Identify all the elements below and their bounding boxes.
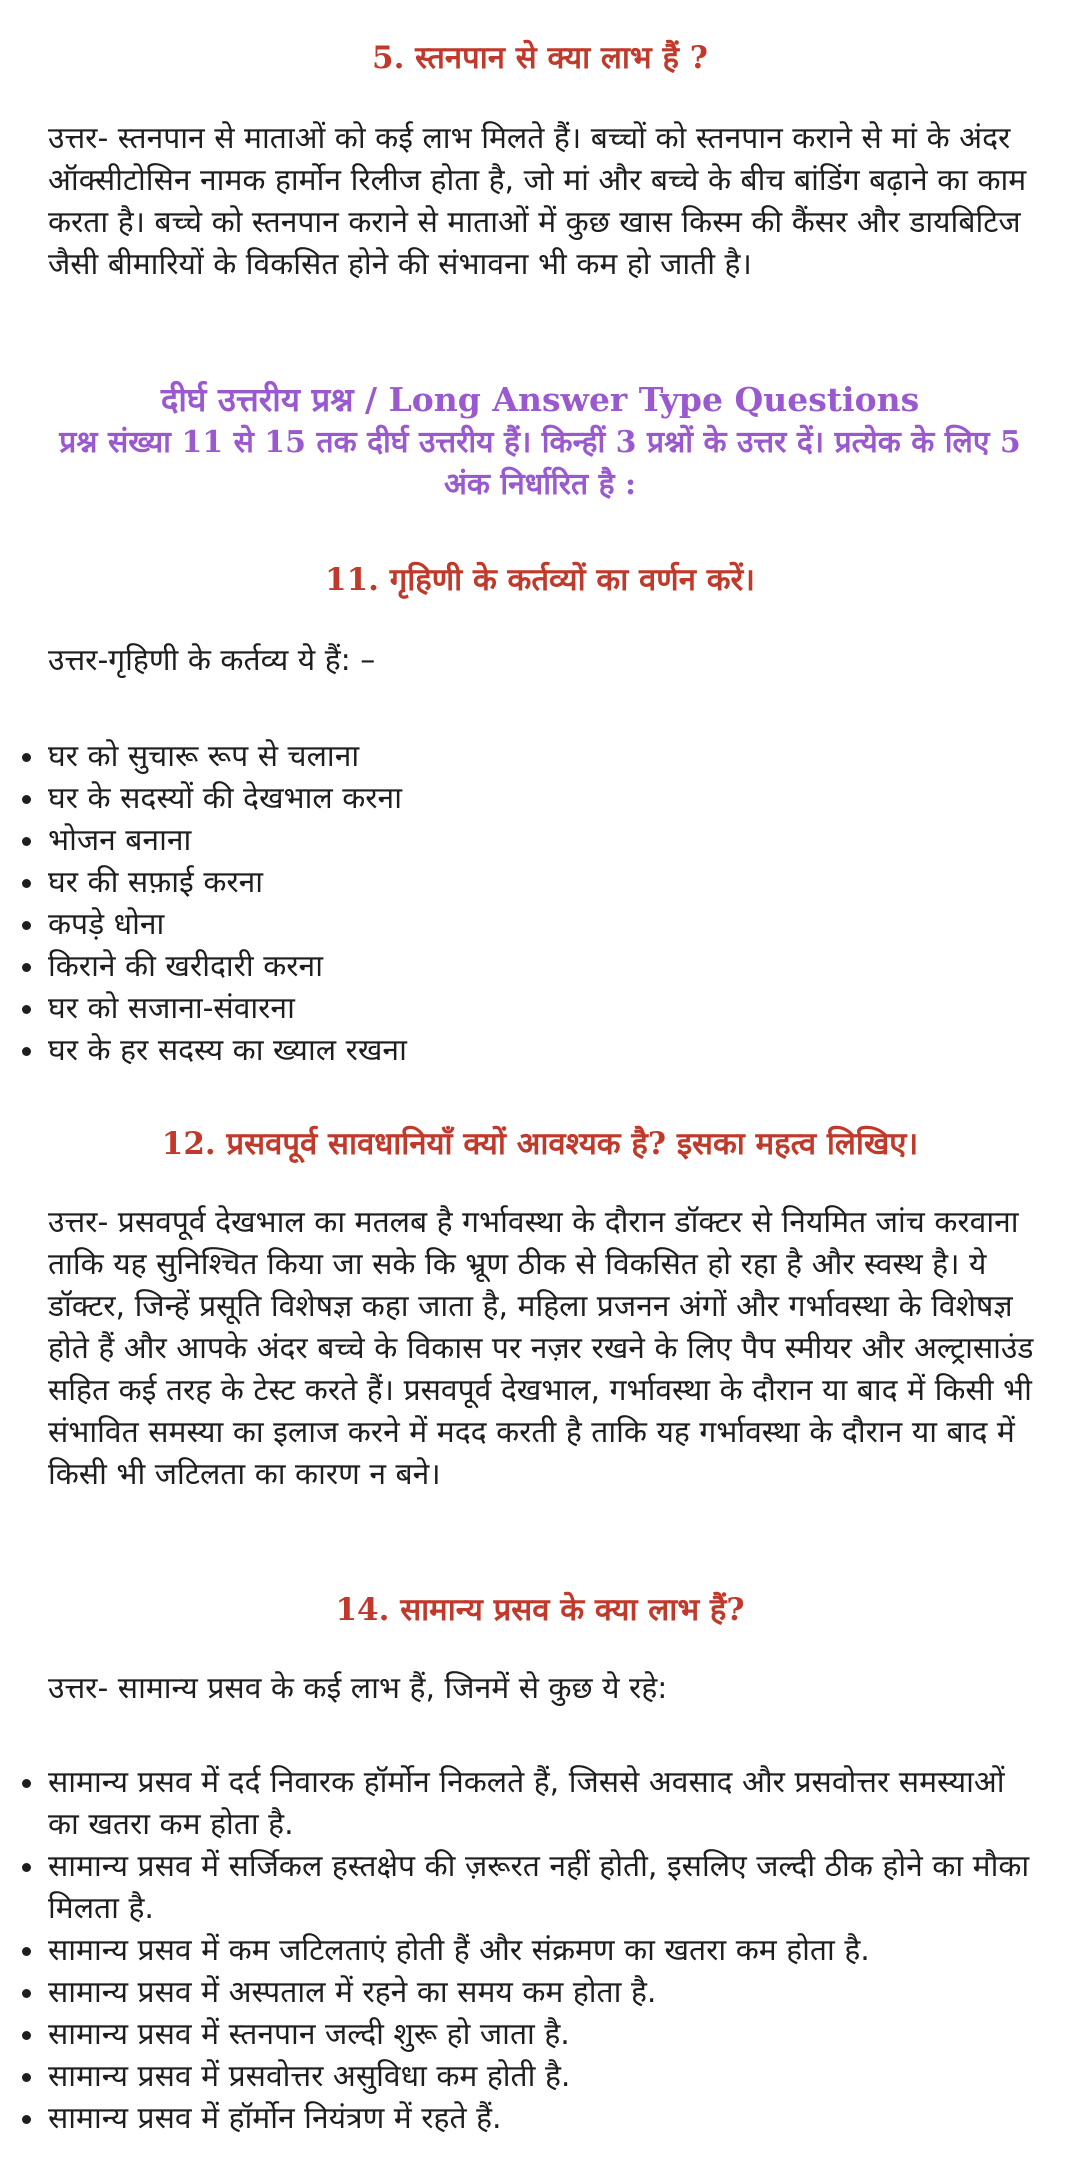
bullet-icon xyxy=(22,795,31,804)
question-11-heading: 11. गृहिणी के कर्तव्यों का वर्णन करें। xyxy=(325,562,755,598)
question-11-list xyxy=(48,736,1043,1072)
list-item: सामान्य प्रसव में कम जटिलताएं होती हैं और संक्रमण का खतरा कम होता है. xyxy=(48,1930,1043,1972)
bullet-icon xyxy=(22,963,31,972)
list-item: कपड़े धोना xyxy=(48,904,1043,946)
list-item: सामान्य प्रसव में अस्पताल में रहने का समय कम होता है. xyxy=(48,1972,1043,2014)
list-item: घर की सफ़ाई करना xyxy=(48,862,1043,904)
question-5-answer: उत्तर- स्तनपान से माताओं को कई लाभ मिलते हैं। बच्चों को स्तनपान कराने से मां के अंदर ऑक्सीटोसिन नामक हार्मोन रिलीज होता है, जो मां और बच्चे के बीच बांडिंग बढ़ाने का काम करता है। बच्चे को स्तनपान कराने से माताओं में कुछ खास किस्म की कैंसर और डायबिटिज जैसी बीमारियों के विकसित होने की संभावना भी कम हो जाती है। xyxy=(48,121,1027,282)
question-11-intro: उत्तर-गृहिणी के कर्तव्य ये हैं: – xyxy=(48,643,376,678)
bullet-icon xyxy=(22,1947,31,1956)
question-12-heading: 12. प्रसवपूर्व सावधानियाँ क्यों आवश्यक है? इसका महत्व लिखिए। xyxy=(161,1126,919,1162)
list-item: सामान्य प्रसव में हॉर्मोन नियंत्रण में रहते हैं. xyxy=(48,2098,1043,2140)
bullet-icon xyxy=(22,2115,31,2124)
bullet-icon xyxy=(22,1863,31,1872)
long-answer-section-title: दीर्घ उत्तरीय प्रश्न / Long Answer Type Questions xyxy=(160,380,920,419)
bullet-icon xyxy=(22,1779,31,1788)
list-item: किराने की खरीदारी करना xyxy=(48,946,1043,988)
list-item: घर को सजाना-संवारना xyxy=(48,988,1043,1030)
question-12-answer: उत्तर- प्रसवपूर्व देखभाल का मतलब है गर्भावस्था के दौरान डॉक्टर से नियमित जांच करवाना ताकि यह सुनिश्चित किया जा सके कि भ्रूण ठीक से विकसित हो रहा है और स्वस्थ है। ये डॉक्टर, जिन्हें प्रसूति विशेषज्ञ कहा जाता है, महिला प्रजनन अंगों और गर्भावस्था के विशेषज्ञ होते हैं और आपके अंदर बच्चे के विकास पर नज़र रखने के लिए पैप स्मीयर और अल्ट्रासाउंड सहित कई तरह के टेस्ट करते हैं। प्रसवपूर्व देखभाल, गर्भावस्था के दौरान या बाद में किसी भी संभावित समस्या का इलाज करने में मदद करती है ताकि यह गर्भावस्था के दौरान या बाद में किसी भी जटिलता का कारण न बने। xyxy=(48,1205,1034,1492)
bullet-icon xyxy=(22,921,31,930)
long-answer-section-heading xyxy=(40,378,1040,506)
bullet-icon xyxy=(22,2073,31,2082)
question-14-heading: 14. सामान्य प्रसव के क्या लाभ हैं? xyxy=(335,1592,745,1628)
bullet-icon xyxy=(22,1005,31,1014)
bullet-icon xyxy=(22,2031,31,2040)
question-5-heading: 5. स्तनपान से क्या लाभ हैं ? xyxy=(372,40,708,76)
list-item: सामान्य प्रसव में दर्द निवारक हॉर्मोन निकलते हैं, जिससे अवसाद और प्रसवोत्तर समस्याओं का खतरा कम होता है. xyxy=(48,1762,1043,1846)
list-item: सामान्य प्रसव में प्रसवोत्तर असुविधा कम होती है. xyxy=(48,2056,1043,2098)
list-item: सामान्य प्रसव में स्तनपान जल्दी शुरू हो जाता है. xyxy=(48,2014,1043,2056)
bullet-icon xyxy=(22,753,31,762)
question-14-intro: उत्तर- सामान्य प्रसव के कई लाभ हैं, जिनमें से कुछ ये रहे: xyxy=(48,1671,668,1706)
long-answer-section-note: प्रश्न संख्या 11 से 15 तक दीर्घ उत्तरीय हैं। किन्हीं 3 प्रश्नों के उत्तर दें। प्रत्येक के लिए 5 अंक निर्धारित है : xyxy=(59,425,1021,502)
list-item: घर को सुचारू रूप से चलाना xyxy=(48,736,1043,778)
bullet-icon xyxy=(22,1989,31,1998)
list-item: सामान्य प्रसव में सर्जिकल हस्तक्षेप की ज़रूरत नहीं होती, इसलिए जल्दी ठीक होने का मौका मिलता है. xyxy=(48,1846,1043,1930)
list-item: भोजन बनाना xyxy=(48,820,1043,862)
bullet-icon xyxy=(22,1047,31,1056)
list-item: घर के हर सदस्य का ख्याल रखना xyxy=(48,1030,1043,1072)
bullet-icon xyxy=(22,837,31,846)
question-14-list xyxy=(48,1762,1043,2140)
list-item: घर के सदस्यों की देखभाल करना xyxy=(48,778,1043,820)
bullet-icon xyxy=(22,879,31,888)
